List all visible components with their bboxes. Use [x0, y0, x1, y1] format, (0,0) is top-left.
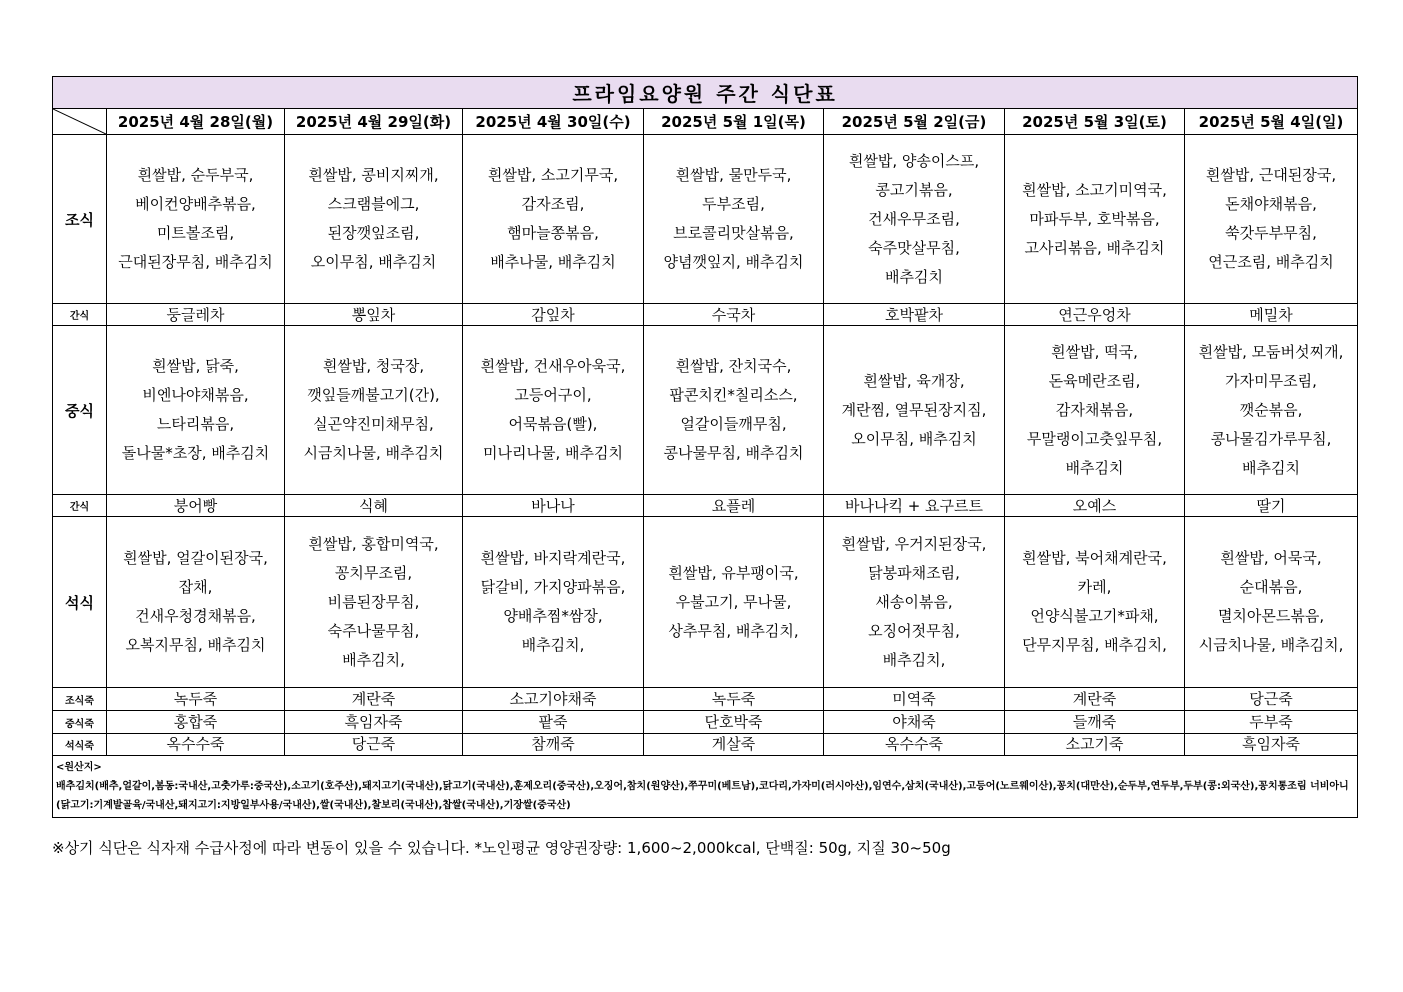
porridge_dinner-cell: 게살죽 [644, 734, 824, 756]
meal-label-dinner: 석식 [53, 517, 107, 688]
breakfast-cell [1005, 135, 1185, 304]
menu-item: 흰쌀밥, 물만두국, [675, 166, 792, 184]
menu-item: 콩나물무침, 배추김치 [663, 444, 804, 462]
menu-item: 콩고기볶음, [875, 180, 953, 199]
menu-item: 계란찜, 열무된장지짐, [841, 400, 987, 419]
menu-item: 감자채볶음, [1055, 400, 1134, 419]
origin-heading: <원산지> [56, 762, 102, 773]
menu-item: 깻잎들깨불고기(간), [307, 386, 440, 404]
corner-cell [53, 109, 107, 135]
menu-item: 돈육메란조림, [1048, 371, 1141, 390]
porridge_lunch-cell: 두부죽 [1185, 711, 1358, 734]
porridge_dinner-cell: 당근죽 [285, 734, 463, 756]
porridge_breakfast-cell: 녹두죽 [644, 688, 824, 711]
menu-item: 미트볼조림, [156, 224, 235, 242]
porridge_breakfast-cell: 당근죽 [1185, 688, 1358, 711]
porridge_dinner-cell: 옥수수죽 [107, 734, 285, 756]
lunch-cell [285, 326, 463, 495]
menu-item: 콩나물김가루무침, [1210, 429, 1332, 448]
menu-item: 배추김치 [1065, 458, 1124, 477]
menu-item: 흰쌀밥, 건새우아욱국, [480, 357, 626, 375]
menu-item: 배추나물, 배추김치 [490, 253, 616, 271]
menu-item: 우불고기, 무나물, [675, 592, 792, 611]
menu-item: 흰쌀밥, 소고기미역국, [1022, 180, 1167, 199]
menu-item: 깻순볶음, [1239, 400, 1303, 419]
menu-item: 멸치아몬드볶음, [1217, 607, 1325, 625]
menu-item: 베이컨양배추볶음, [135, 195, 256, 213]
menu-item: 배추김치, [342, 650, 405, 669]
menu-item: 흰쌀밥, 바지락계란국, [480, 549, 626, 567]
menu-item: 오이무침, 배추김치 [851, 429, 977, 448]
menu-item: 팝콘치킨*칠리소스, [669, 386, 798, 404]
menu-item: 흰쌀밥, 근대된장국, [1205, 166, 1337, 184]
menu-item: 흰쌀밥, 우거지된장국, [841, 534, 987, 553]
menu-item: 연근조림, 배추김치 [1208, 253, 1334, 271]
menu-item: 흰쌀밥, 콩비지찌개, [308, 166, 439, 184]
menu-item: 닭봉파채조림, [868, 563, 960, 582]
origin-text: 배추김치(배추,얼갈이,봄동:국내산,고춧가루:중국산),소고기(호주산),돼지고기(국내산),닭고기(국내산),훈제오리(중국산),오징어,참치(원양산),쭈꾸미(베트남),코다리,가자미(러시아산),임연수,삼치(국내산),고등어(노르웨이산),꽁치(대만산),순두부,연두부,두부(콩:외국산),꽁치통조림 너비아니(닭고기:기계발골육/국내산,돼지고기:지방일부사용/국내산),쌀(국내산),찰보리(국내산),찹쌀(국내산),기장쌀(중국산) [56, 781, 1349, 811]
date-header: 2025년 4월 30일(수) [463, 109, 644, 135]
menu-item: 마파두부, 호박볶음, [1029, 209, 1160, 228]
menu-item: 두부조림, [702, 195, 765, 213]
menu-item: 흰쌀밥, 청국장, [322, 357, 425, 375]
lunch-cell [107, 326, 285, 495]
row-label-snack1: 간식 [53, 304, 107, 326]
dinner-cell [644, 517, 824, 688]
date-header: 2025년 5월 1일(목) [644, 109, 824, 135]
snack1-cell: 둥글레차 [107, 304, 285, 326]
breakfast-cell [1185, 135, 1358, 304]
dinner-cell [285, 517, 463, 688]
menu-item: 감자조림, [521, 195, 585, 213]
diagonal-line [53, 109, 106, 134]
snack1-cell: 수국차 [644, 304, 824, 326]
menu-item: 근대된장무침, 배추김치 [118, 253, 273, 271]
breakfast-cell [463, 135, 644, 304]
snack1-cell: 감잎차 [463, 304, 644, 326]
menu-item: 숙주맛살무침, [868, 238, 960, 257]
breakfast-cell [107, 135, 285, 304]
menu-item: 언양식불고기*파채, [1030, 607, 1159, 625]
row-label-snack2: 간식 [53, 495, 107, 517]
menu-item: 배추김치, [521, 636, 585, 654]
porridge_lunch-cell: 홍합죽 [107, 711, 285, 734]
menu-item: 건새우무조림, [868, 209, 960, 228]
porridge_breakfast-cell: 녹두죽 [107, 688, 285, 711]
menu-item: 양념깻잎지, 배추김치 [663, 253, 804, 271]
dinner-cell [1005, 517, 1185, 688]
menu-item: 꽁치무조림, [334, 563, 413, 582]
porridge_lunch-cell: 흑임자죽 [285, 711, 463, 734]
lunch-cell [1005, 326, 1185, 495]
menu-item: 미나리나물, 배추김치 [483, 444, 623, 462]
menu-item: 흰쌀밥, 소고기무국, [487, 166, 619, 184]
origin-info [53, 756, 1358, 818]
lunch-cell [644, 326, 824, 495]
lunch-cell [463, 326, 644, 495]
dinner-cell [107, 517, 285, 688]
menu-item: 돈채야채볶음, [1225, 195, 1317, 213]
snack1-cell: 연근우엉차 [1005, 304, 1185, 326]
menu-item: 흰쌀밥, 양송이스프, [848, 151, 980, 170]
date-header: 2025년 5월 3일(토) [1005, 109, 1185, 135]
menu-item: 고사리볶음, 배추김치 [1024, 238, 1165, 257]
row-label-porridge_lunch: 중식죽 [53, 711, 107, 734]
porridge_dinner-cell: 참깨죽 [463, 734, 644, 756]
menu-item: 카레, [1077, 578, 1112, 596]
menu-item: 무말랭이고춧잎무침, [1026, 429, 1163, 448]
snack2-cell: 요플레 [644, 495, 824, 517]
snack1-cell: 호박팥차 [824, 304, 1005, 326]
menu-item: 느타리볶음, [156, 415, 235, 433]
menu-item: 흰쌀밥, 북어채계란국, [1022, 549, 1167, 567]
menu-item: 흰쌀밥, 잔치국수, [675, 357, 792, 375]
dinner-cell [1185, 517, 1358, 688]
row-label-porridge_breakfast: 조식죽 [53, 688, 107, 711]
porridge_dinner-cell: 소고기죽 [1005, 734, 1185, 756]
menu-item: 햄마늘쫑볶음, [507, 224, 599, 242]
lunch-cell [1185, 326, 1358, 495]
snack2-cell: 식혜 [285, 495, 463, 517]
snack2-cell: 오예스 [1005, 495, 1185, 517]
menu-item: 흰쌀밥, 홍합미역국, [308, 534, 439, 553]
menu-item: 시금치나물, 배추김치, [1198, 636, 1344, 654]
porridge_lunch-cell: 팥죽 [463, 711, 644, 734]
breakfast-cell [824, 135, 1005, 304]
menu-item: 오징어젓무침, [868, 621, 960, 640]
menu-item: 배추김치, [882, 650, 946, 669]
date-header: 2025년 4월 28일(월) [107, 109, 285, 135]
menu-item: 건새우청경채볶음, [135, 607, 256, 625]
menu-item: 흰쌀밥, 어묵국, [1220, 549, 1322, 567]
dinner-cell [824, 517, 1005, 688]
menu-item: 배추김치 [885, 267, 943, 286]
menu-item: 비엔나야채볶음, [142, 386, 249, 404]
menu-item: 오이무침, 배추김치 [310, 253, 437, 271]
menu-item: 고등어구이, [514, 386, 592, 404]
porridge_breakfast-cell: 계란죽 [285, 688, 463, 711]
snack1-cell: 메밀차 [1185, 304, 1358, 326]
menu-item: 쑥갓두부무침, [1225, 224, 1317, 242]
menu-item: 스크램블에그, [327, 195, 420, 213]
menu-item: 흰쌀밥, 모둠버섯찌개, [1198, 342, 1344, 361]
menu-item: 배추김치 [1242, 458, 1301, 477]
menu-item: 어묵볶음(빨), [508, 415, 598, 433]
snack1-cell: 뽕잎차 [285, 304, 463, 326]
porridge_breakfast-cell: 미역죽 [824, 688, 1005, 711]
row-label-porridge_dinner: 석식죽 [53, 734, 107, 756]
porridge_dinner-cell: 옥수수죽 [824, 734, 1005, 756]
dinner-cell [463, 517, 644, 688]
footnote: ※상기 식단은 식자재 수급사정에 따라 변동이 있을 수 있습니다. *노인평균 영양권장량: 1,600~2,000kcal, 단백질: 50g, 지질 30~50g [52, 839, 951, 857]
menu-item: 브로콜리맛살볶음, [673, 224, 794, 242]
snack2-cell: 붕어빵 [107, 495, 285, 517]
date-header: 2025년 4월 29일(화) [285, 109, 463, 135]
menu-item: 상추무침, 배추김치, [668, 621, 799, 640]
menu-item: 양배추찜*쌈장, [503, 607, 603, 625]
porridge_lunch-cell: 야채죽 [824, 711, 1005, 734]
menu-item: 얼갈이들깨무침, [680, 415, 787, 433]
menu-item: 흰쌀밥, 육개장, [863, 371, 965, 390]
menu-item: 흰쌀밥, 순두부국, [137, 166, 254, 184]
meal-label-breakfast: 조식 [53, 135, 107, 304]
meal-label-lunch: 중식 [53, 326, 107, 495]
menu-item: 흰쌀밥, 떡국, [1051, 342, 1138, 361]
porridge_lunch-cell: 들깨죽 [1005, 711, 1185, 734]
menu-item: 잡채, [178, 578, 213, 596]
menu-item: 새송이볶음, [875, 592, 953, 611]
breakfast-cell [285, 135, 463, 304]
menu-item: 흰쌀밥, 닭죽, [152, 357, 239, 375]
menu-item: 흰쌀밥, 얼갈이된장국, [123, 549, 268, 567]
porridge_lunch-cell: 단호박죽 [644, 711, 824, 734]
porridge_breakfast-cell: 소고기야채죽 [463, 688, 644, 711]
menu-item: 가자미무조림, [1225, 371, 1317, 390]
menu-item: 오복지무침, 배추김치 [125, 636, 266, 654]
menu-item: 시금치나물, 배추김치 [303, 444, 444, 462]
snack2-cell: 바나나 [463, 495, 644, 517]
porridge_breakfast-cell: 계란죽 [1005, 688, 1185, 711]
menu-item: 숙주나물무침, [327, 621, 420, 640]
menu-title: 프라임요양원 주간 식단표 [53, 77, 1358, 109]
date-header: 2025년 5월 4일(일) [1185, 109, 1358, 135]
menu-item: 된장깻잎조림, [327, 224, 420, 242]
snack2-cell: 바나나킥 + 요구르트 [824, 495, 1005, 517]
date-header: 2025년 5월 2일(금) [824, 109, 1005, 135]
porridge_dinner-cell: 흑임자죽 [1185, 734, 1358, 756]
menu-item: 단무지무침, 배추김치, [1022, 636, 1167, 654]
menu-item: 실곤약진미채무침, [313, 415, 434, 433]
lunch-cell [824, 326, 1005, 495]
menu-item: 닭갈비, 가지양파볶음, [480, 578, 626, 596]
weekly-menu-table [52, 76, 1358, 818]
menu-item: 흰쌀밥, 유부팽이국, [668, 563, 799, 582]
snack2-cell: 딸기 [1185, 495, 1358, 517]
menu-item: 돌나물*초장, 배추김치 [121, 444, 270, 462]
breakfast-cell [644, 135, 824, 304]
menu-item: 순대볶음, [1239, 578, 1303, 596]
menu-item: 비름된장무침, [327, 592, 420, 611]
